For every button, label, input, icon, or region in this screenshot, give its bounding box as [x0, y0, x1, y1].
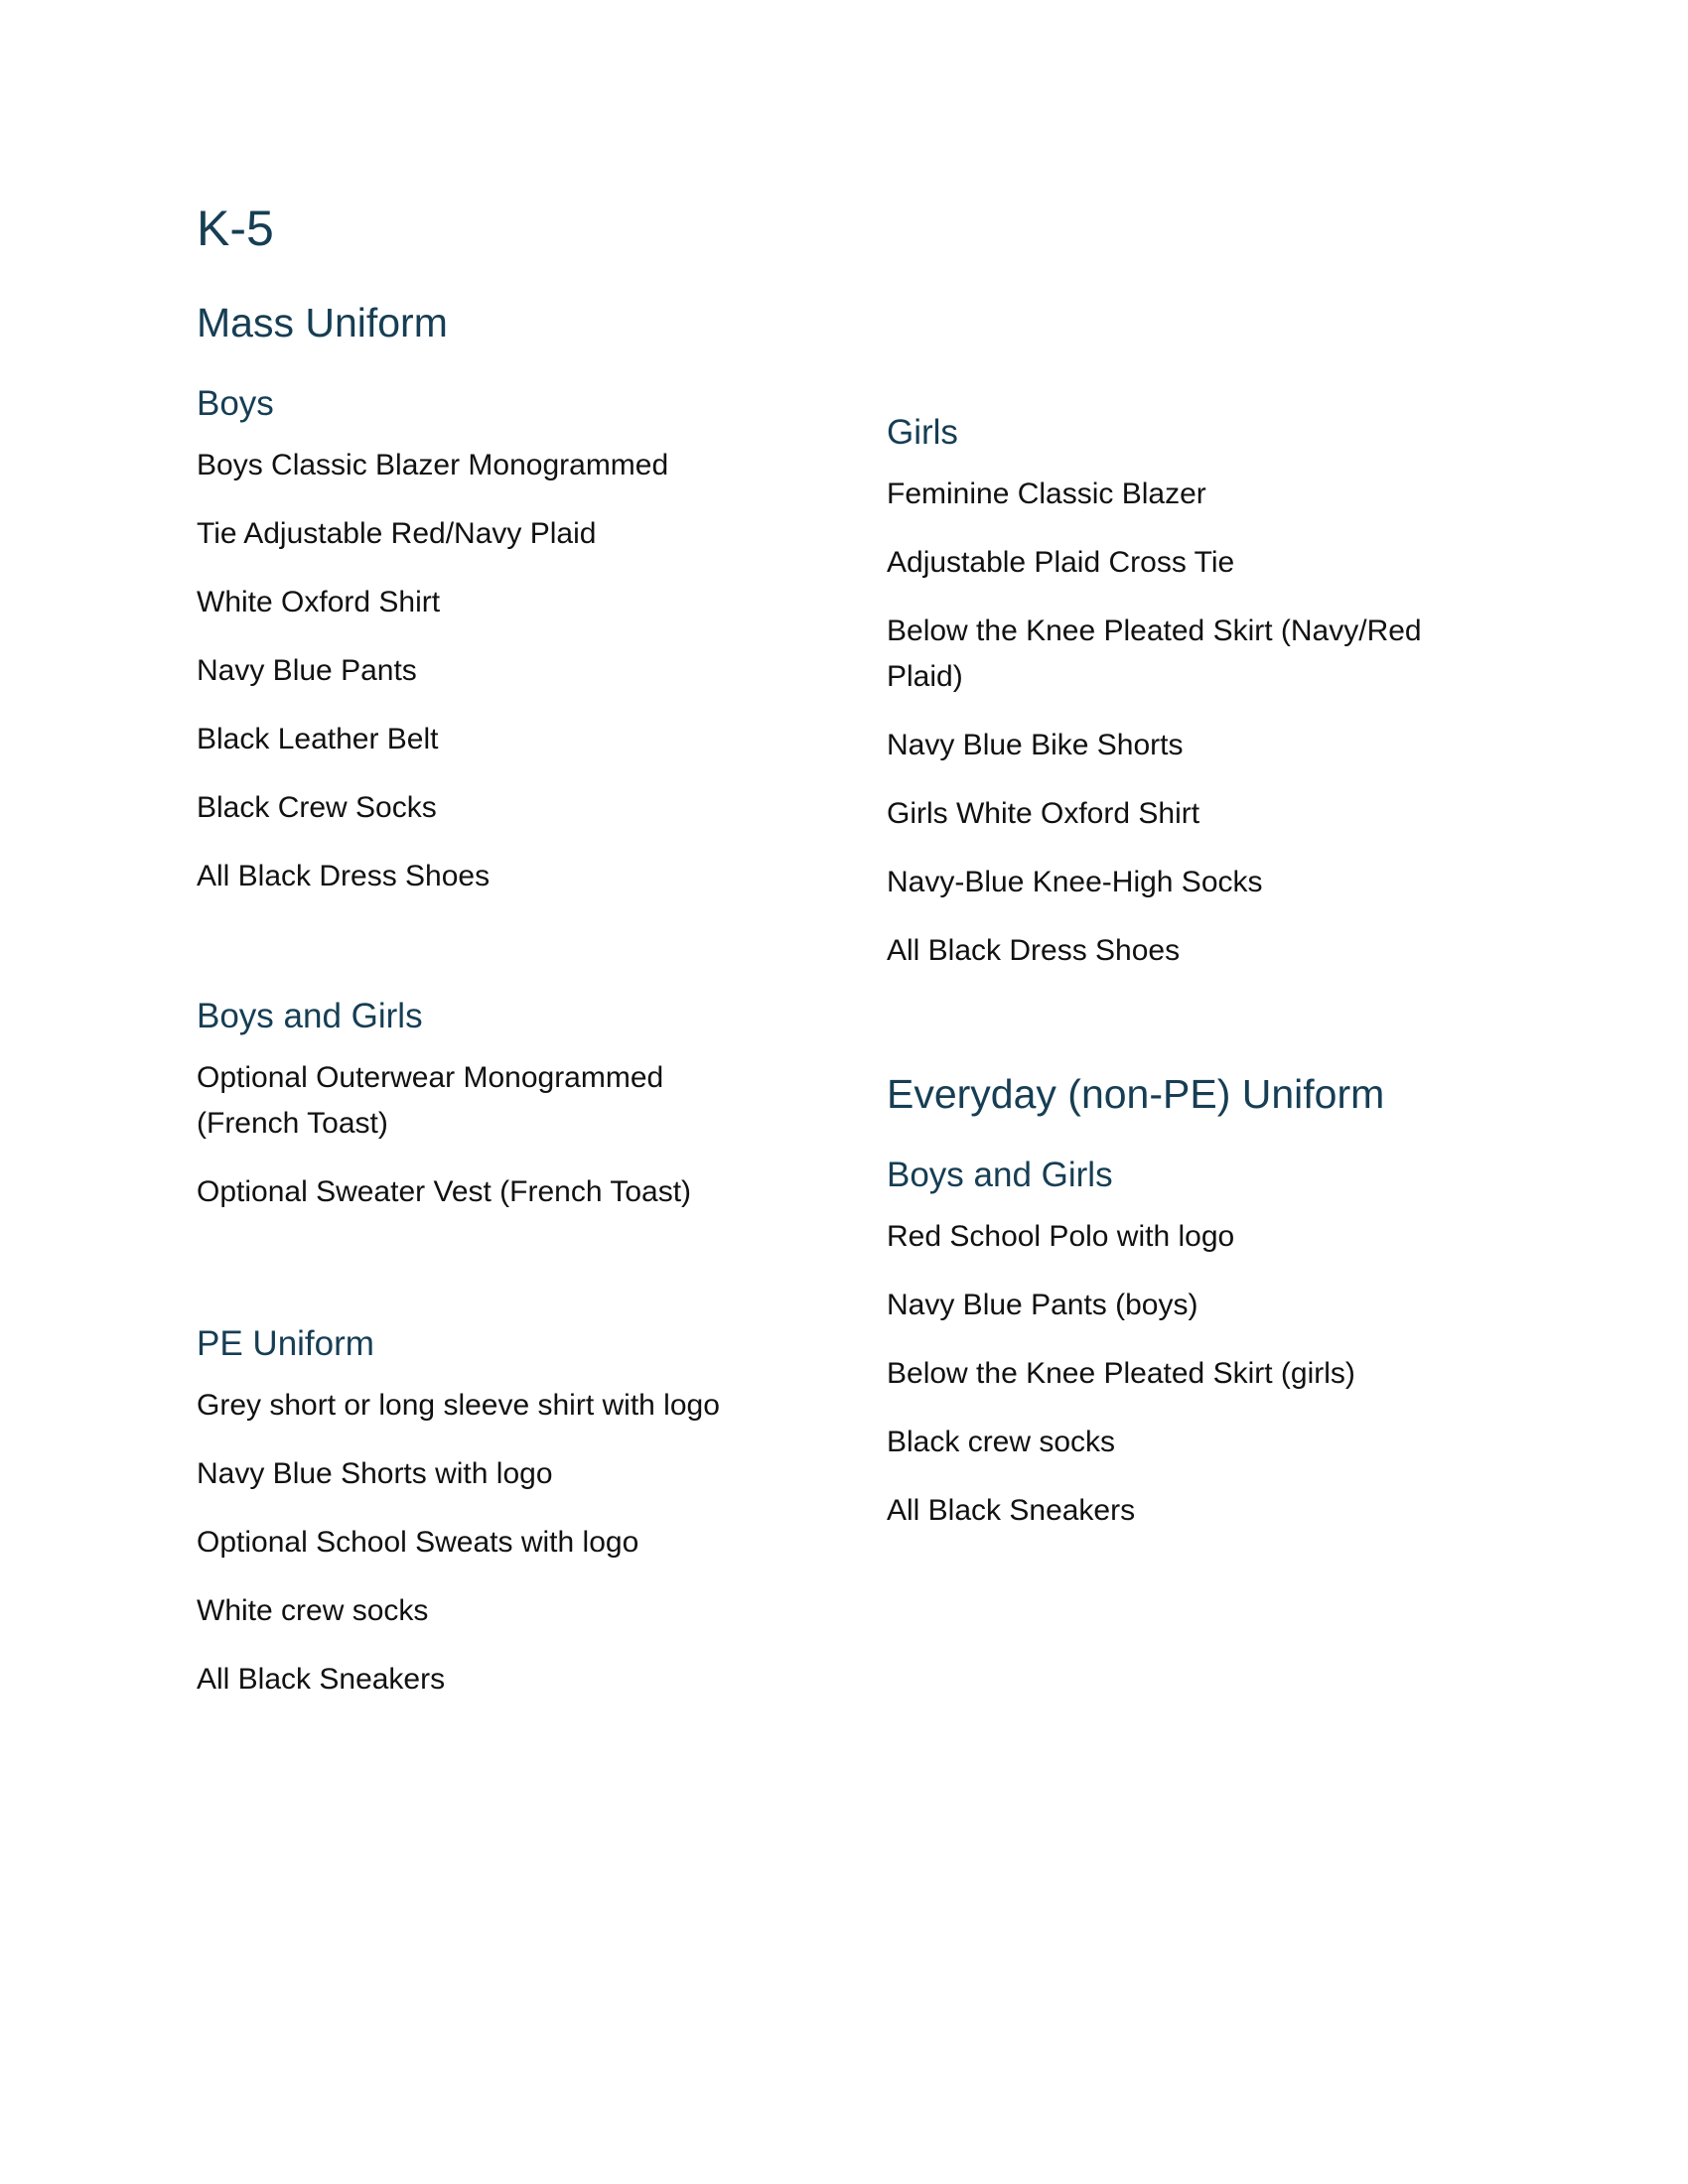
girls-heading: Girls	[887, 413, 958, 452]
everyday-uniform-heading: Everyday (non-PE) Uniform	[887, 1071, 1385, 1117]
list-item: Below the Knee Pleated Skirt (Navy/Red Plaid)	[887, 614, 1422, 693]
list-item: Below the Knee Pleated Skirt (girls)	[887, 1357, 1355, 1390]
list-item: Navy Blue Shorts with logo	[197, 1457, 553, 1490]
list-item: Grey short or long sleeve shirt with logo	[197, 1389, 720, 1422]
boys-heading: Boys	[197, 384, 274, 423]
everyday-boys-and-girls-heading: Boys and Girls	[887, 1156, 1113, 1194]
list-item: Boys Classic Blazer Monogrammed	[197, 449, 669, 481]
boys-and-girls-item-list	[197, 1055, 753, 1238]
list-item: Navy Blue Pants (boys)	[887, 1289, 1198, 1321]
list-item: Feminine Classic Blazer	[887, 478, 1206, 510]
pe-uniform-heading: PE Uniform	[197, 1324, 374, 1363]
list-item: Navy Blue Bike Shorts	[887, 729, 1184, 761]
list-item: Optional School Sweats with logo	[197, 1526, 639, 1559]
list-item: All Black Sneakers	[197, 1663, 446, 1696]
list-item: Tie Adjustable Red/Navy Plaid	[197, 517, 597, 550]
list-item: Black crew socks	[887, 1426, 1116, 1458]
page-title: K-5	[197, 201, 274, 256]
list-item: Navy-Blue Knee-High Socks	[887, 866, 1263, 898]
list-item: White Oxford Shirt	[197, 586, 441, 618]
list-item: Adjustable Plaid Cross Tie	[887, 546, 1235, 579]
boys-item-list	[197, 443, 792, 922]
list-item: Black Leather Belt	[197, 723, 439, 755]
boys-and-girls-heading: Boys and Girls	[197, 997, 423, 1035]
girls-item-list	[887, 472, 1482, 997]
mass-uniform-heading: Mass Uniform	[197, 300, 448, 345]
list-item: Girls White Oxford Shirt	[887, 797, 1200, 830]
list-item: All Black Sneakers	[887, 1494, 1136, 1527]
list-item: Navy Blue Pants	[197, 654, 417, 687]
list-item: Optional Outerwear Monogrammed (French Toast)	[197, 1061, 664, 1140]
list-item: All Black Dress Shoes	[887, 934, 1181, 967]
list-item: Black Crew Socks	[197, 791, 437, 824]
pe-uniform-item-list	[197, 1383, 832, 1725]
everyday-item-list	[887, 1214, 1502, 1557]
list-item: White crew socks	[197, 1594, 429, 1627]
list-item: All Black Dress Shoes	[197, 860, 491, 892]
list-item: Red School Polo with logo	[887, 1220, 1235, 1253]
list-item: Optional Sweater Vest (French Toast)	[197, 1175, 692, 1208]
